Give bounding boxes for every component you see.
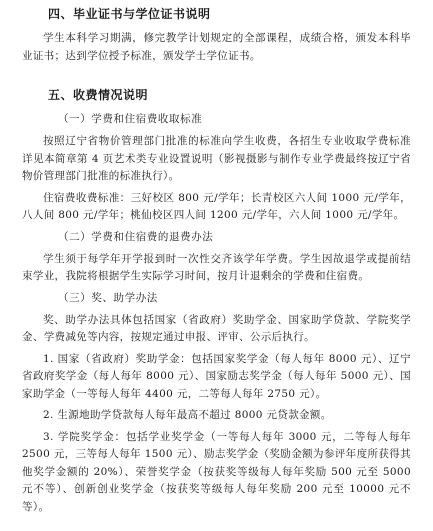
paragraph-scholarship-overview: 奖、助学办法具体包括国家（省政府）奖助学金、国家助学贷款、学院奖学金、学费减免等内容，按规定通过申报、评审、公示后执行。 [22,313,411,343]
subheading-fee-standards: （一）学费和住宿费收取标准 [58,113,203,125]
section-fees [22,87,411,516]
paragraph-certificates: 学生本科学习期满，修完教学计划规定的全部课程，成绩合格，颁发本科毕业证书；达到学位授予标准，颁发学士学位证书。 [22,32,411,62]
section-heading-5: 五、收费情况说明 [48,88,149,102]
paragraph-college-scholarships: 3. 学院奖学金：包括学业奖学金（一等每人每年 3000 元，二等每人每年 2500 元，三等每人每年 1500 元）、励志奖学金（奖励金额为参评年度所获得其他奖学金额的 20%）、荣誉奖学金（按获奖等级每人每年奖励 500 元至 5000 元不等）、创新创业奖学金（按获奖等级每人每年奖励 200 元至 10000 元不等）。 [22,430,411,513]
subheading-scholarships: （三）奖、助学办法 [58,291,158,304]
subheading-refund: （二）学费和住宿费的退费办法 [58,230,214,243]
section-spacer [22,69,411,87]
section-heading-4: 四、毕业证书与学位证书说明 [48,7,211,21]
paragraph-national-scholarships: 1. 国家（省政府）奖助学金：包括国家奖学金（每人每年 8000 元）、辽宁省政府奖学金（每人每年 8000 元）、国家励志奖学金（每人每年 5000 元）、国家助学金（一等每人每年 4400 元，二等每人每年 2750 元）。 [22,352,411,400]
paragraph-refund-policy: 学生须于每学年开学报到时一次性交齐该学年学费。学生因故退学或提前结束学业，我院将根据学生实际学习时间，按月计退剩余的学费和住宿费。 [22,252,411,282]
paragraph-accommodation-standard: 住宿费收费标准：三好校区 800 元/学年；长青校区六人间 1000 元/学年，八人间 800 元/学年；桃仙校区四人间 1200 元/学年，六人间 1000 元/学年。 [22,191,411,221]
section-graduation-certificates [22,6,411,65]
paragraph-tuition-standard: 按照辽宁省物价管理部门批准的标准向学生收费，各招生专业收取学费标准详见本简章第 4 页艺术类专业设置说明（影视摄影与制作专业学费最终按辽宁省物价管理部门批准的标准执行）。 [22,135,411,182]
paragraph-student-loan: 2. 生源地助学贷款每人每年最高不超过 8000 元贷款金额。 [43,409,332,421]
